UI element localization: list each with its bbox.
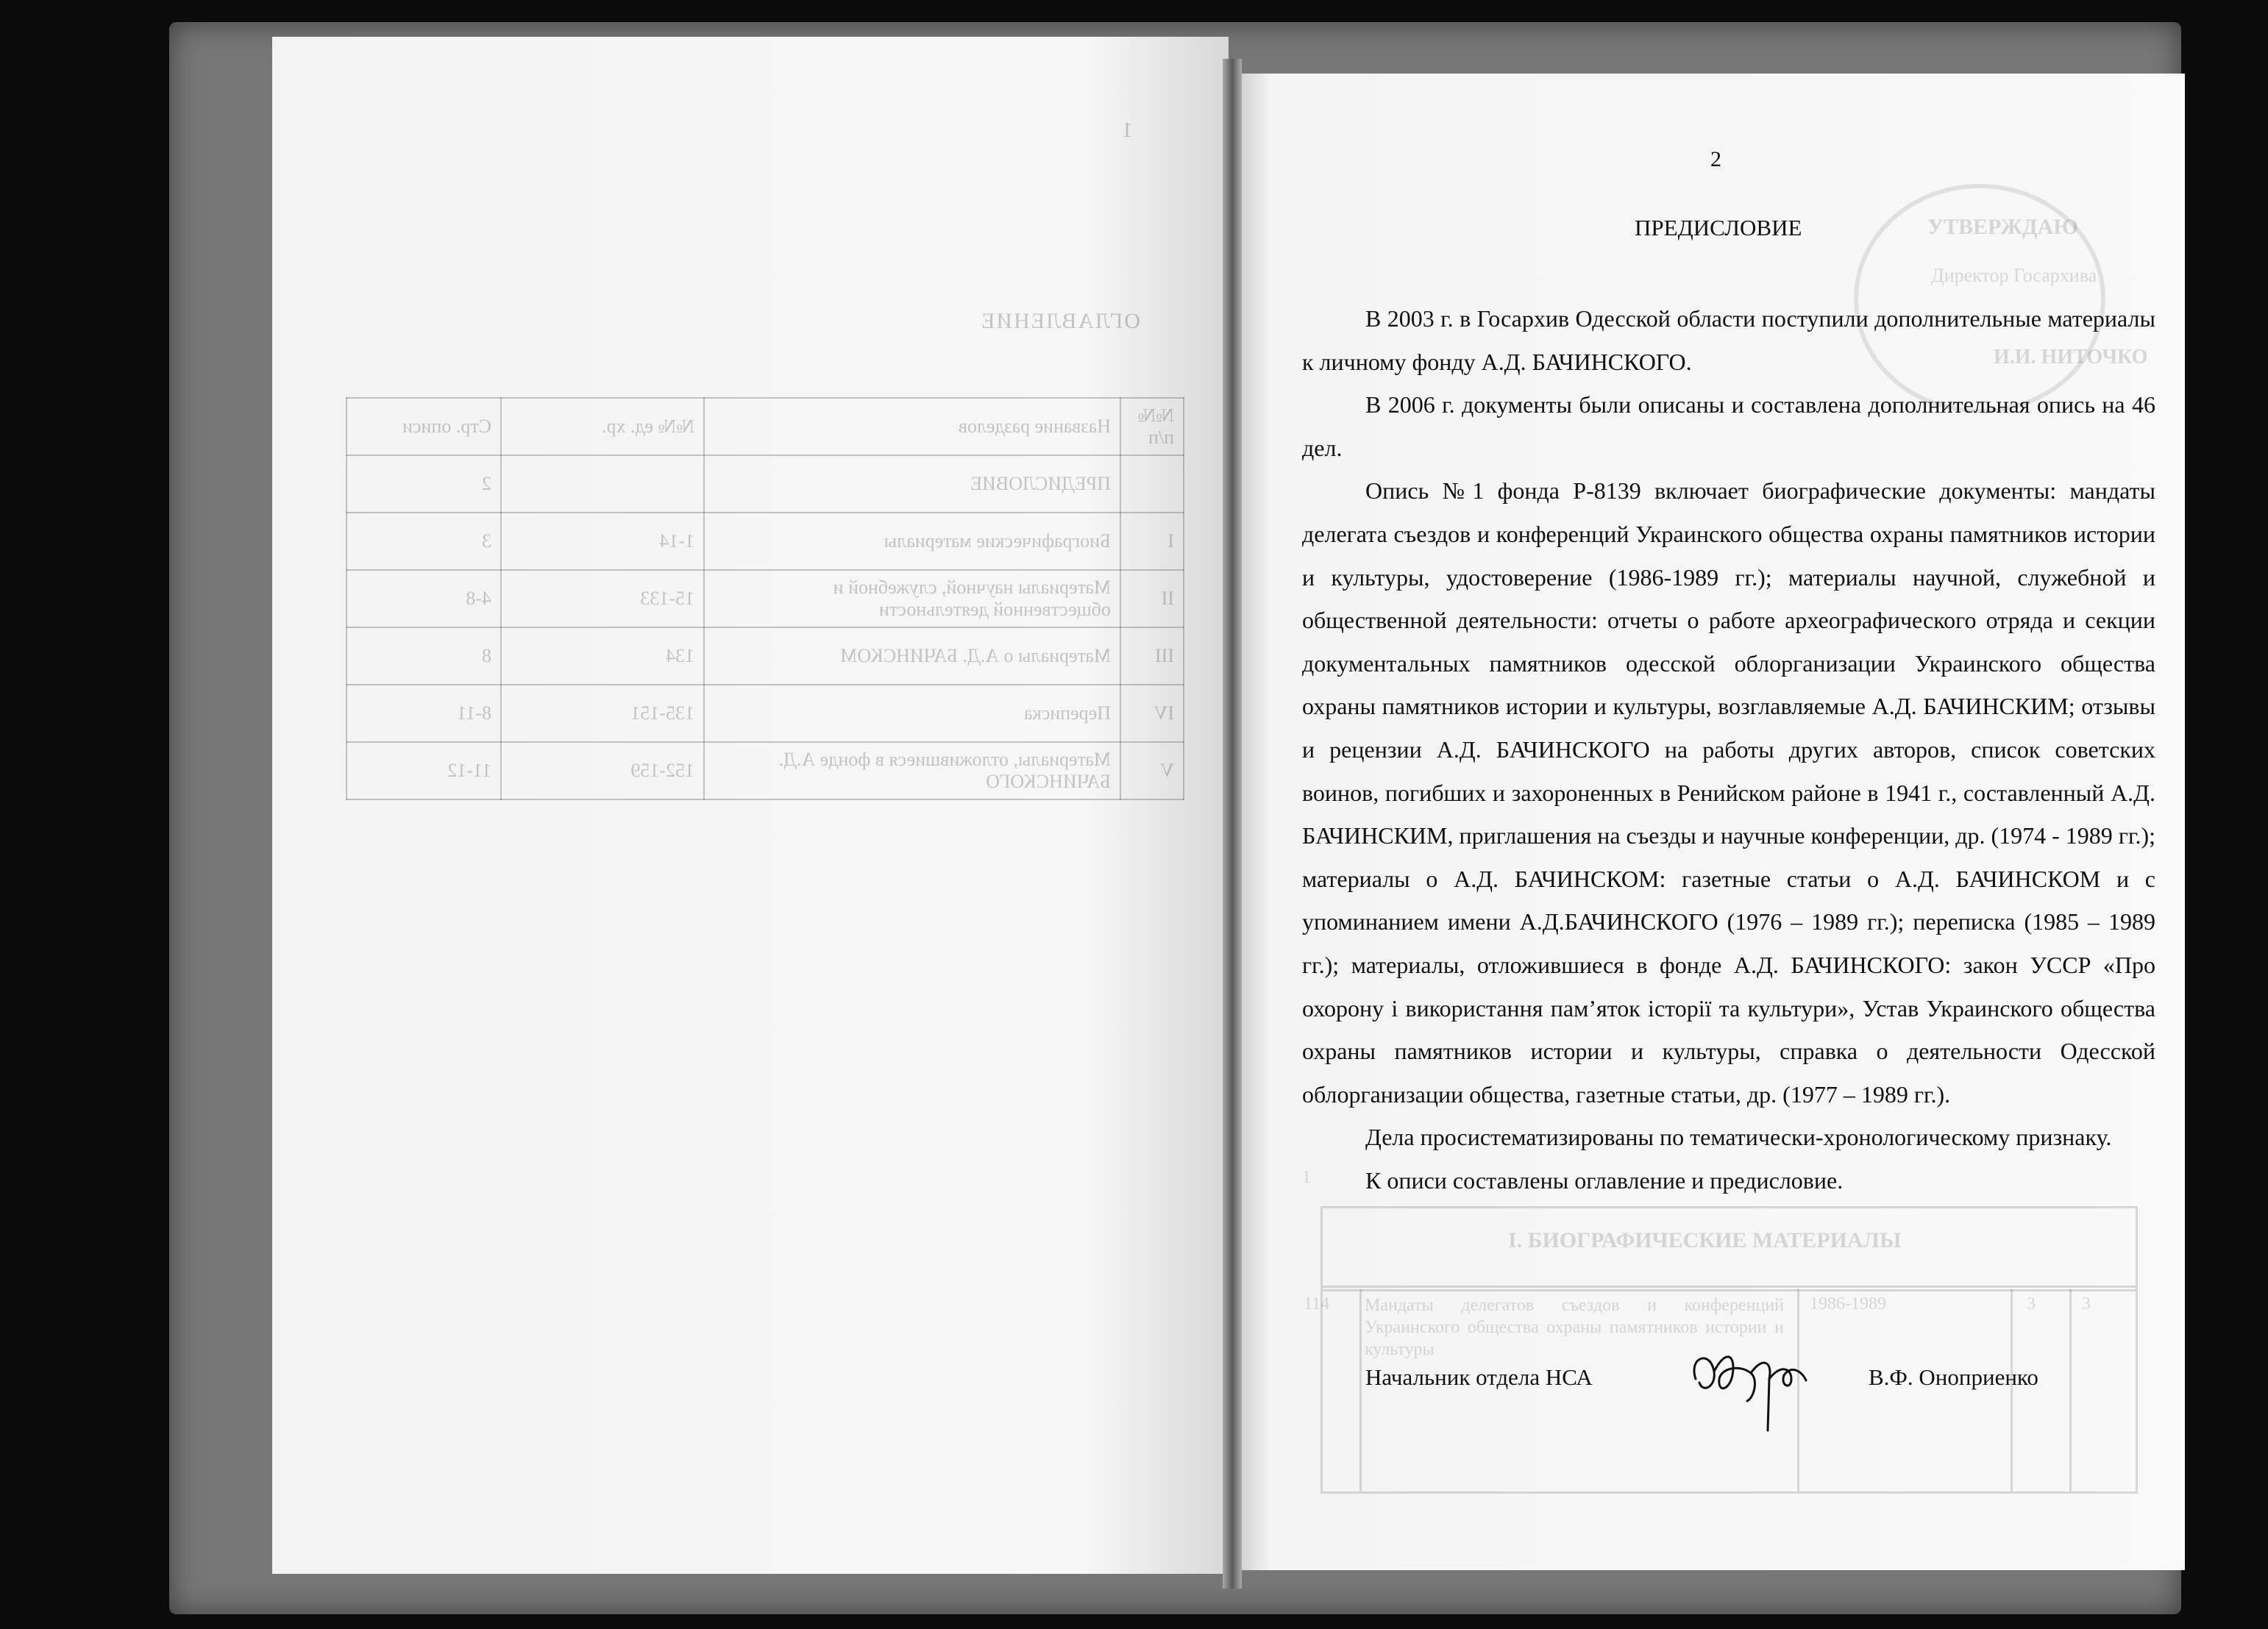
- ghost-cell: II: [1120, 570, 1184, 627]
- page-number: 2: [1710, 147, 1721, 171]
- ghost-table-row: [346, 570, 1184, 627]
- ghost-table-row: [346, 455, 1184, 513]
- ghost-table-line: [2069, 1289, 2072, 1491]
- ghost-cell: 152-159: [501, 742, 704, 799]
- ghost-page-number: 1: [1122, 118, 1133, 142]
- ghost-cell: 4-8: [346, 570, 501, 627]
- ghost-row-years: 1986-1989: [1810, 1294, 1886, 1313]
- ghost-cell: ПРЕДИСЛОВИЕ: [704, 455, 1120, 513]
- ghost-cell: 135-151: [501, 685, 704, 742]
- ghost-cell: [501, 455, 704, 513]
- ghost-cell: 134: [501, 627, 704, 685]
- ghost-cell: 15-133: [501, 570, 704, 627]
- ghost-cell: 11-12: [346, 742, 501, 799]
- paragraph: Дела просистематизированы по тематически-хронологическому признаку.: [1365, 1124, 2112, 1151]
- ghost-cell: Биографические материалы: [704, 513, 1120, 570]
- ghost-cell: III: [1120, 627, 1184, 685]
- document-body: [1302, 297, 2155, 1202]
- ghost-header-cell: Название разделов: [704, 398, 1120, 455]
- ghost-title: ОГЛАВЛЕНИЕ: [980, 309, 1140, 333]
- ghost-row-text: Мандаты делегатов съездов и конференций Украинского общества охраны памятников истории и культуры: [1365, 1296, 1784, 1359]
- ghost-cell: [1120, 455, 1184, 513]
- ghost-table-line: [1323, 1286, 2136, 1288]
- document-title: ПРЕДИСЛОВИЕ: [1635, 215, 1802, 240]
- ghost-stamp-line: Директор Госархива: [1931, 265, 2097, 286]
- ghost-cell: 2: [346, 455, 501, 513]
- ghost-section-heading: I. БИОГРАФИЧЕСКИЕ МАТЕРИАЛЫ: [1508, 1228, 1902, 1252]
- ghost-cell: 3: [346, 513, 501, 570]
- ghost-cell: 8-11: [346, 685, 501, 742]
- signatory-name: В.Ф. Оноприенко: [1869, 1364, 2038, 1390]
- ghost-table-row: [346, 627, 1184, 685]
- ghost-stamp-line: УТВЕРЖДАЮ: [1927, 215, 2079, 239]
- ghost-table-row: [346, 513, 1184, 570]
- paragraph: Опись №1 фонда Р-8139 включает биографические документы: мандаты делегата съездов и конференций Украинского общества охраны памятников истории и культуры, удостоверение (1986-1989 гг.); материалы научной, служебной и общественной деятельности: отчеты о работе археографического отряда и секции документальных памятников одесской облорганизации Украинского общества охраны памятников истории и культуры, возглавляемые А.Д. БАЧИНСКИМ; отзывы и рецензии А.Д. БАЧИНСКОГО на работы других авторов, список советских воинов, погибших и захороненных в Ренийском районе в 1941 г., составленный А.Д. БАЧИНСКИМ, приглашения на съезды и научные конференции, др. (1974 - 1989 гг.); материалы о А.Д. БАЧИНСКОМ: газетные статьи о А.Д. БАЧИНСКОМ и с упоминанием имени А.Д.БАЧИНСКОГО (1976 – 1989 гг.); переписка (1985 – 1989 гг.); материалы, отложившиеся в фонде А.Д. БАЧИНСКОГО: закон УССР «Про охорону і використання пам’яток історії та культури», Устав Украинского общества охраны памятников истории и культуры, справка о деятельности Одесской облорганизации общества, газетные статьи, др. (1977 – 1989 гг.).: [1302, 477, 2155, 1108]
- ghost-row-col-a: 3: [2027, 1294, 2036, 1313]
- ghost-cell: Материалы научной, служебной и общественной деятельности: [704, 570, 1120, 627]
- ghost-cell: Материалы о А.Д. БАЧИНСКОМ: [704, 627, 1120, 685]
- book-gutter: [1223, 59, 1242, 1589]
- paragraph: К описи составлены оглавление и предисловие.: [1365, 1166, 1844, 1194]
- ghost-table-line: [1359, 1289, 1362, 1491]
- ghost-row-number: 114: [1304, 1294, 1330, 1313]
- ghost-table-header: [346, 398, 1184, 455]
- ghost-cell: Переписка: [704, 685, 1120, 742]
- ghost-table-row: [346, 685, 1184, 742]
- ghost-cell: 1-14: [501, 513, 704, 570]
- ghost-contents-table: [346, 397, 1184, 800]
- ghost-cell: 8: [346, 627, 501, 685]
- ghost-row-index: 1: [1302, 1168, 1311, 1187]
- left-page-show-through: [346, 96, 1214, 941]
- ghost-cell: IV: [1120, 685, 1184, 742]
- ghost-header-cell: №№ п/п: [1120, 398, 1184, 455]
- signatory-role: Начальник отдела НСА: [1365, 1364, 1593, 1390]
- ghost-header-cell: Стр. описи: [346, 398, 501, 455]
- ghost-cell: I: [1120, 513, 1184, 570]
- paragraph: В 2006 г. документы были описаны и составлена дополнительная опись на 46 дел.: [1302, 391, 2155, 461]
- ghost-cell: V: [1120, 742, 1184, 799]
- paragraph: В 2003 г. в Госархив Одесской области поступили дополнительные материалы к личному фонду А.Д. БАЧИНСКОГО.: [1302, 305, 2155, 375]
- ghost-table-row: [346, 742, 1184, 799]
- ghost-table-line: [1323, 1289, 2136, 1291]
- handwritten-signature: [1681, 1327, 1813, 1438]
- ghost-header-cell: №№ ед. хр.: [501, 398, 704, 455]
- ghost-stamp-line: И.И. НИТОЧКО: [1994, 346, 2148, 368]
- ghost-cell: Материалы, отложившиеся в фонде А.Д. БАЧИНСКОГО: [704, 742, 1120, 799]
- ghost-row-col-b: 3: [2082, 1294, 2091, 1313]
